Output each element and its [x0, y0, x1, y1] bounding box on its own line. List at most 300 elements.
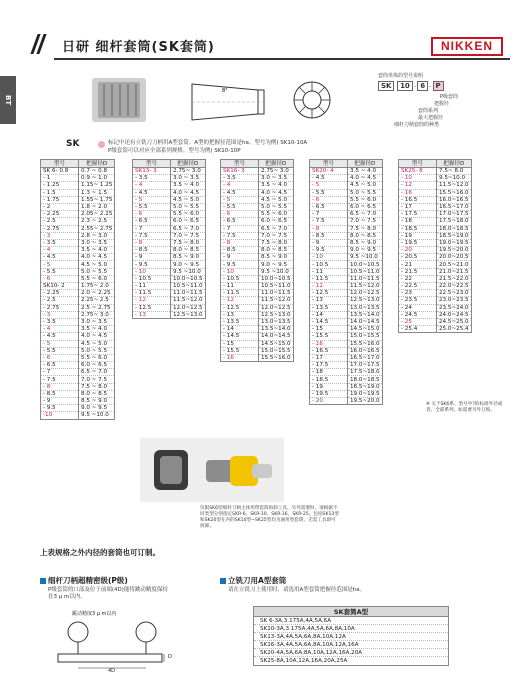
model-cell: - 7.5: [41, 376, 79, 383]
table-row: [41, 354, 115, 361]
table-row: [41, 268, 115, 275]
grip-range-cell: 5.0 ~ 5.5: [79, 347, 115, 354]
table-row: [133, 247, 206, 254]
model-cell: - 7: [221, 225, 259, 232]
model-cell: - 9: [41, 398, 79, 405]
model-cell: - 6: [221, 211, 259, 218]
column-header-range: 把握径D: [79, 160, 115, 168]
model-cell: - 9.5: [221, 261, 259, 268]
grip-range-cell: 15.5~16.0: [259, 354, 294, 361]
table-row: [221, 326, 294, 333]
table-row: [399, 175, 472, 182]
model-code-explanation: 套筒单体的型号说明 SK 10 - 6 - P P级套筒 把握径 套筒系列 最大把握径 细杆刀柄套筒的种类: [378, 72, 508, 134]
grip-range-cell: 2.55~ 2.75: [79, 225, 115, 232]
grip-range-cell: 9.0 ~ 9.5: [79, 405, 115, 412]
table-row: [133, 290, 206, 297]
grip-range-cell: 11.5~12.0: [171, 297, 206, 304]
table-row: [221, 354, 294, 361]
table-row: [310, 239, 383, 246]
table-row: [41, 225, 115, 232]
grip-range-cell: 12.0~12.5: [171, 304, 206, 311]
model-cell: - 17: [399, 203, 437, 210]
model-cell: - 8.5: [133, 247, 171, 254]
table-row: [133, 297, 206, 304]
table-row: [41, 175, 115, 182]
table-row: [310, 275, 383, 282]
model-cell: -10: [41, 412, 79, 419]
grip-range-cell: 11.5~12.0: [259, 297, 294, 304]
table-row: [310, 383, 383, 390]
model-cell: - 4.5: [221, 189, 259, 196]
model-cell: - 15: [310, 326, 348, 333]
model-cell: - 5.5: [133, 203, 171, 210]
model-cell: - 8: [41, 383, 79, 390]
grip-range-cell: 5.0 ~ 5.5: [259, 203, 294, 210]
grip-range-cell: 1.55~ 1.75: [79, 196, 115, 203]
grip-range-cell: 1.8 ~ 2.0: [79, 203, 115, 210]
table-row: [221, 182, 294, 189]
grip-range-cell: 7.0 ~ 7.5: [348, 218, 383, 225]
grip-range-cell: 18.0~18.5: [437, 225, 472, 232]
grip-range-cell: 4.5 ~ 5.0: [348, 182, 383, 189]
model-cell: - 7.5: [133, 232, 171, 239]
model-cell: - 6: [310, 196, 348, 203]
table-row: [221, 275, 294, 282]
model-cell: - 15: [221, 340, 259, 347]
table-row: [310, 175, 383, 182]
model-cell: - 20.5: [399, 254, 437, 261]
table-row: [133, 182, 206, 189]
grip-range-cell: 3.5 ~ 4.0: [79, 247, 115, 254]
table-row: [41, 383, 115, 390]
table-row: [41, 333, 115, 340]
model-cell: - 12.5: [310, 290, 348, 297]
grip-range-cell: 1.15~ 1.25: [79, 182, 115, 189]
grip-range-cell: 3.0 ~ 3.5: [79, 318, 115, 325]
grip-range-cell: 14.5~15.0: [259, 340, 294, 347]
table-row: [310, 232, 383, 239]
a-type-row: SK 6-3A,3.175A,4A,5A,6A: [254, 617, 449, 625]
column-header-model: 型号: [221, 160, 259, 168]
grip-range-cell: 3.0 ~ 3.5: [171, 175, 206, 182]
grip-range-cell: 4.5 ~ 5.0: [171, 196, 206, 203]
runout-diagram: [56, 608, 192, 676]
model-cell: - 23.5: [399, 297, 437, 304]
model-cell: - 10: [310, 254, 348, 261]
model-cell: - 4: [41, 247, 79, 254]
table-row: [41, 232, 115, 239]
model-cell: - 18: [399, 218, 437, 225]
grip-range-cell: 6.5 ~ 7.0: [79, 369, 115, 376]
model-cell: - 11: [221, 283, 259, 290]
table-row: [221, 232, 294, 239]
grip-range-cell: 11.0~11.5: [171, 290, 206, 297]
nikken-logo: NIKKEN: [431, 37, 503, 56]
table-row: [221, 318, 294, 325]
table-row: [310, 369, 383, 376]
grip-range-cell: 1.75~ 2.0: [79, 283, 115, 290]
grip-range-cell: 0.9 ~ 1.0: [79, 175, 115, 182]
model-cell: - 1: [41, 175, 79, 182]
model-cell: - 13: [310, 297, 348, 304]
table-row: [41, 326, 115, 333]
model-cell: - 11.5: [221, 290, 259, 297]
model-cell: - 2: [41, 203, 79, 210]
table-row: [310, 318, 383, 325]
model-cell: - 10: [399, 175, 437, 182]
table-row: [221, 340, 294, 347]
grip-range-cell: 19.0~19.5: [437, 239, 472, 246]
model-cell: - 6: [133, 211, 171, 218]
grip-range-cell: 9.5 ~10.0: [259, 268, 294, 275]
table-row: [221, 239, 294, 246]
table-row: [310, 290, 383, 297]
model-code-title: 套筒单体的型号说明: [378, 73, 424, 79]
table-row: [310, 218, 383, 225]
model-cell: SK13- 3: [133, 168, 171, 175]
model-cell: - 12: [133, 297, 171, 304]
table-row: [221, 189, 294, 196]
grip-range-cell: 6.5 ~ 7.0: [259, 225, 294, 232]
model-cell: - 5: [41, 261, 79, 268]
grip-range-cell: 10.0~10.5: [259, 275, 294, 282]
collet-table-4: [309, 159, 383, 405]
table-row: [310, 326, 383, 333]
model-cell: - 3: [41, 311, 79, 318]
model-cell: - 5: [310, 182, 348, 189]
table-row: [310, 340, 383, 347]
table-row: [133, 261, 206, 268]
model-cell: - 3.5: [133, 175, 171, 182]
grip-range-cell: 8.5 ~ 9.0: [79, 398, 115, 405]
model-cell: - 14: [221, 326, 259, 333]
model-cell: - 19.5: [310, 390, 348, 397]
grip-range-cell: 7.0 ~ 7.5: [171, 232, 206, 239]
grip-range-cell: 6.0 ~ 6.5: [259, 218, 294, 225]
model-cell: - 11.5: [133, 290, 171, 297]
model-cell: - 17: [310, 354, 348, 361]
table-row: [399, 189, 472, 196]
model-cell: - 6.5: [221, 218, 259, 225]
table-row: [41, 311, 115, 318]
table-row: [310, 211, 383, 218]
header-slashes: [34, 34, 46, 58]
model-cell: - 17.5: [310, 362, 348, 369]
grip-range-cell: 8.0 ~ 8.5: [171, 247, 206, 254]
grip-range-cell: 14.0~14.5: [348, 318, 383, 325]
code-note-4: 最大把握径: [418, 115, 444, 121]
table-row: [133, 218, 206, 225]
table-row: [221, 225, 294, 232]
grip-range-cell: 11.0~11.5: [259, 290, 294, 297]
model-cell: - 16: [399, 189, 437, 196]
grip-range-cell: 9.0 ~ 9.5: [259, 261, 294, 268]
section-square-icon: [40, 578, 46, 584]
model-cell: - 4.5: [133, 189, 171, 196]
grip-range-cell: 10.5~11.0: [259, 283, 294, 290]
table-row: [399, 311, 472, 318]
a-type-title-text: 立铣刀用A型套筒: [228, 576, 287, 585]
grip-range-cell: 13.0~13.5: [348, 304, 383, 311]
table-row: [399, 297, 472, 304]
grip-range-cell: 11.5~12.0: [348, 283, 383, 290]
model-cell: - 4.5: [41, 333, 79, 340]
model-cell: - 12: [310, 283, 348, 290]
table-row: [221, 297, 294, 304]
grip-range-cell: 19.0~19.5: [348, 390, 383, 397]
model-cell: - 25.4: [399, 326, 437, 333]
model-cell: - 6.5: [41, 362, 79, 369]
table-row: [133, 311, 206, 318]
table-row: [133, 211, 206, 218]
grip-range-cell: 5.0 ~ 5.5: [171, 203, 206, 210]
table-row: [310, 203, 383, 210]
grip-range-cell: 14.5~15.0: [348, 326, 383, 333]
table-row: [399, 318, 472, 325]
a-type-section-title: [220, 575, 286, 586]
table-row: [133, 203, 206, 210]
collet-side-drawing-icon: [188, 70, 268, 128]
grip-range-cell: 7.5~ 8.0: [437, 168, 472, 175]
grip-range-cell: 10.0~10.5: [348, 261, 383, 268]
code-part-grip: 6: [417, 81, 428, 91]
model-cell: - 20: [399, 247, 437, 254]
column-header-model: 型号: [399, 160, 437, 168]
table-row: [221, 283, 294, 290]
model-cell: - 14.5: [310, 318, 348, 325]
model-cell: - 15.5: [310, 333, 348, 340]
table-row: [310, 268, 383, 275]
grip-range-cell: 7.0 ~ 7.5: [259, 232, 294, 239]
a-type-table: [253, 606, 449, 666]
model-cell: - 2.25: [41, 211, 79, 218]
p-grade-title-text: 细杆刀柄超精密级(P级): [48, 576, 128, 585]
table-row: [221, 196, 294, 203]
table-row: [221, 268, 294, 275]
a-type-row: SK20-4A,5A,6A,8A,10A,12A,16A,20A: [254, 649, 449, 657]
model-cell: - 13.5: [310, 304, 348, 311]
table-row: [41, 275, 115, 282]
grip-range-cell: 5.0 ~ 5.5: [348, 189, 383, 196]
table-row: [399, 326, 472, 333]
column-header-range: 把握径D: [259, 160, 294, 168]
grip-range-cell: 11.5~12.0: [437, 182, 472, 189]
grip-range-cell: 0.7 ~ 0.8: [79, 168, 115, 175]
p-grade-description: P级套筒的口部及位于前端(4D)能将跳动精度保持在3 μ m以内。: [48, 587, 168, 600]
table-row: [133, 254, 206, 261]
table-row: [399, 247, 472, 254]
grip-range-cell: 2.3 ~ 2.5: [79, 218, 115, 225]
model-cell: - 6.5: [310, 203, 348, 210]
model-cell: - 10.5: [133, 275, 171, 282]
grip-range-cell: 2.8 ~ 3.0: [79, 232, 115, 239]
model-cell: - 14: [310, 311, 348, 318]
model-cell: - 17.5: [399, 211, 437, 218]
grip-range-cell: 2.0 ~ 2.25: [79, 290, 115, 297]
model-cell: - 20: [310, 398, 348, 405]
model-cell: - 11.5: [310, 275, 348, 282]
table-row: [310, 247, 383, 254]
model-cell: - 19: [399, 232, 437, 239]
grip-range-cell: 5.5 ~ 6.0: [259, 211, 294, 218]
table-row: [41, 239, 115, 246]
table-row: [399, 268, 472, 275]
table-row: [41, 412, 115, 419]
grip-range-cell: 2.25~ 2.5: [79, 297, 115, 304]
model-cell: SK25- 8: [399, 168, 437, 175]
side-note: ※ 关于SK6系、型号中?的标准外径或者、全部系列。如需要另外订购。: [426, 402, 503, 413]
model-cell: - 5.5: [221, 203, 259, 210]
grip-range-cell: 9.5~10.0: [437, 175, 472, 182]
grip-range-cell: 15.5~16.0: [348, 340, 383, 347]
runout-label: 跳动精度3 μ m以内: [72, 611, 117, 617]
grip-range-cell: 23.0~23.5: [437, 297, 472, 304]
grip-range-cell: 18.5~19.0: [437, 232, 472, 239]
grip-range-cell: 20.0~20.5: [437, 254, 472, 261]
grip-range-cell: 4.5 ~ 5.0: [79, 340, 115, 347]
a-type-row: SK25-8A,10A,12A,16A,20A,25A: [254, 657, 449, 665]
table-row: [399, 290, 472, 297]
grip-range-cell: 16.5~17.0: [348, 354, 383, 361]
model-cell: - 25: [399, 318, 437, 325]
a-type-description: 请在立铣刀上使用时、请选用A型套筒把握径范围是ha。: [228, 587, 366, 593]
model-cell: - 4.5: [310, 175, 348, 182]
grip-range-cell: 7.5 ~ 8.0: [79, 383, 115, 390]
model-cell: - 7: [310, 211, 348, 218]
table-row: [133, 239, 206, 246]
table-row: [133, 304, 206, 311]
table-row: [310, 168, 383, 175]
model-cell: - 18: [310, 369, 348, 376]
model-cell: - 4: [133, 182, 171, 189]
column-header-range: 把握径D: [348, 160, 383, 168]
grip-range-cell: 4.0 ~ 4.5: [79, 254, 115, 261]
model-cell: - 19.5: [399, 239, 437, 246]
model-cell: - 16.5: [310, 347, 348, 354]
section-square-icon: [220, 578, 226, 584]
model-cell: SK20- 4: [310, 168, 348, 175]
sk-note-line1: 标记中还有立铣刀刀柄用A型套筒。A型的把握径范围是ha。型号为例) SK10-10A: [108, 140, 308, 146]
table-row: [310, 362, 383, 369]
grip-range-cell: 21.0~21.5: [437, 268, 472, 275]
grip-range-cell: 22.5~23.0: [437, 290, 472, 297]
table-row: [310, 254, 383, 261]
model-cell: - 5: [133, 196, 171, 203]
model-cell: - 9.5: [133, 261, 171, 268]
model-cell: - 16.5: [399, 196, 437, 203]
grip-range-cell: 10.5~11.0: [348, 268, 383, 275]
grip-range-cell: 9.5 ~10.0: [348, 254, 383, 261]
table-row: [41, 304, 115, 311]
model-cell: - 7.5: [221, 232, 259, 239]
table-row: [399, 261, 472, 268]
a-type-table-header: SK套筒A型: [254, 607, 449, 617]
grip-range-cell: 15.0~15.5: [259, 347, 294, 354]
table-row: [221, 247, 294, 254]
model-cell: - 15.5: [221, 347, 259, 354]
table-row: [41, 297, 115, 304]
grip-range-cell: 17.0~17.5: [348, 362, 383, 369]
table-row: [221, 290, 294, 297]
grip-range-cell: 6.0 ~ 6.5: [171, 218, 206, 225]
model-cell: - 8.5: [310, 232, 348, 239]
svg-text:8°: 8°: [222, 88, 228, 94]
table-row: [310, 297, 383, 304]
table-row: [41, 203, 115, 210]
model-cell: - 21: [399, 261, 437, 268]
table-row: [310, 311, 383, 318]
table-row: [310, 196, 383, 203]
model-cell: - 10.5: [221, 275, 259, 282]
table-row: [221, 211, 294, 218]
grip-range-cell: 14.0~14.5: [259, 333, 294, 340]
table-row: [310, 182, 383, 189]
model-cell: SK10- 2: [41, 283, 79, 290]
model-cell: - 2.25: [41, 290, 79, 297]
collet-table-3: [220, 159, 294, 362]
grip-range-cell: 7.5 ~ 8.0: [171, 239, 206, 246]
model-cell: - 5: [41, 340, 79, 347]
page-title: 日研 细杆套筒(SK套筒): [62, 40, 215, 55]
grip-range-cell: 3.0 ~ 3.5: [79, 239, 115, 246]
grip-range-cell: 8.0 ~ 8.5: [79, 390, 115, 397]
model-cell: - 11: [310, 268, 348, 275]
grip-range-cell: 9.5 ~10.0: [79, 412, 115, 419]
grip-range-cell: 7.0 ~ 7.5: [79, 376, 115, 383]
table-row: [221, 254, 294, 261]
model-cell: - 13: [133, 311, 171, 318]
table-row: [399, 304, 472, 311]
a-type-row: SK10-3A,3.175A,4A,5A,6A,8A,10A: [254, 625, 449, 633]
table-row: [399, 182, 472, 189]
table-row: [221, 304, 294, 311]
model-cell: - 11: [133, 283, 171, 290]
grip-range-cell: 4.0 ~ 4.5: [348, 175, 383, 182]
column-header-model: 型号: [133, 160, 171, 168]
table-row: [41, 376, 115, 383]
grip-range-cell: 10.0~10.5: [171, 275, 206, 282]
model-cell: - 12.5: [221, 304, 259, 311]
table-row: [41, 398, 115, 405]
grip-range-cell: 13.0~13.5: [259, 318, 294, 325]
column-header-model: 型号: [41, 160, 79, 168]
model-cell: - 22.5: [399, 283, 437, 290]
grip-range-cell: 16.0~16.5: [348, 347, 383, 354]
grip-range-cell: 18.5~19.0: [348, 383, 383, 390]
model-cell: - 2.75: [41, 225, 79, 232]
grip-range-cell: 19.5~20.0: [348, 398, 383, 405]
table-row: [310, 390, 383, 397]
grip-range-cell: 3.5 ~ 4.0: [171, 182, 206, 189]
model-cell: - 8: [133, 239, 171, 246]
grip-range-cell: 9.5 ~10.0: [171, 268, 206, 275]
table-row: [310, 283, 383, 290]
model-cell: - 7.5: [310, 218, 348, 225]
sk-note-line2: P级套筒可以对应全部系列规格。型号为例) SK10-10P: [108, 148, 241, 154]
grip-range-cell: 6.0 ~ 6.5: [79, 362, 115, 369]
model-cell: - 8.5: [221, 247, 259, 254]
table-row: [41, 362, 115, 369]
model-cell: - 10: [133, 268, 171, 275]
table-row: [310, 304, 383, 311]
collet-end-view-icon: [290, 70, 334, 128]
table-row: [133, 168, 206, 175]
grip-range-cell: 4.5 ~ 5.0: [79, 261, 115, 268]
code-part-series: SK: [378, 81, 394, 91]
grip-range-cell: 12.0~12.5: [259, 304, 294, 311]
grip-range-cell: 9.0 ~ 9.5: [171, 261, 206, 268]
table-row: [310, 333, 383, 340]
